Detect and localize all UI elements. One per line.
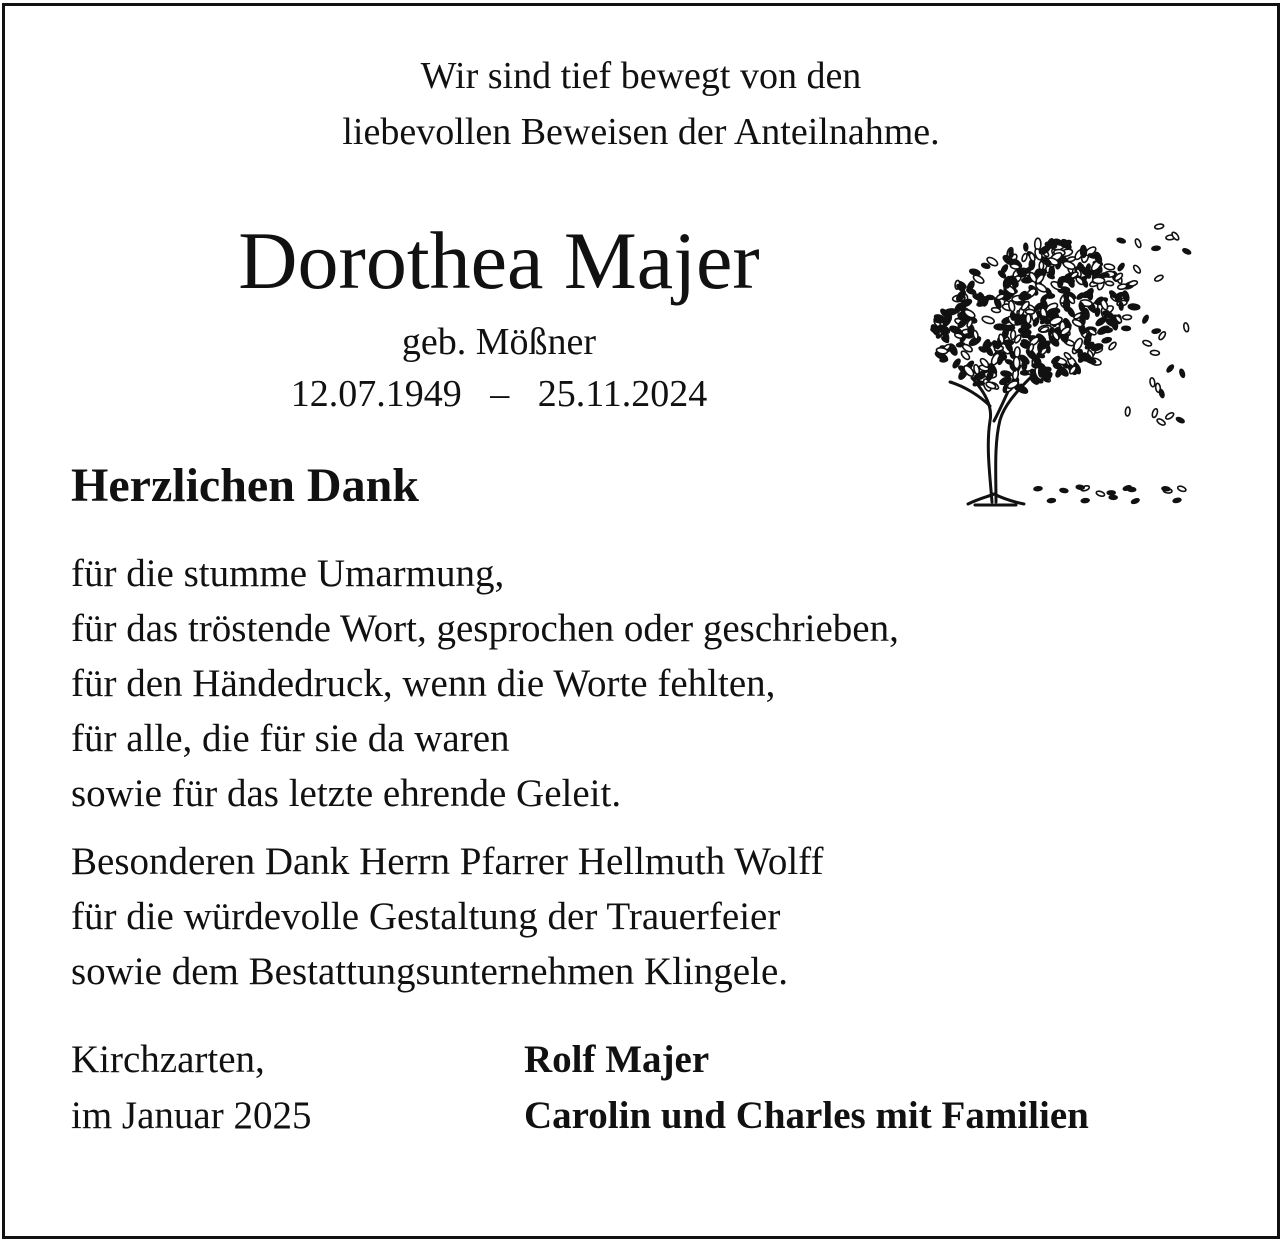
poem-text [71, 546, 899, 821]
poem-line: für das tröstende Wort, gesprochen oder geschrieben, [71, 607, 899, 650]
intro-text [5, 48, 1277, 160]
heading-thanks: Herzlichen Dank [71, 459, 419, 512]
life-dates: 12.07.1949 – 25.11.2024 [290, 373, 708, 415]
date: im Januar 2025 [71, 1094, 312, 1137]
poem-line: für die stumme Umarmung, [71, 552, 505, 595]
special-thanks-text [71, 834, 823, 999]
maiden-name: geb. Mößner [401, 321, 597, 363]
poem-line: sowie für das letzte ehrende Geleit. [71, 772, 622, 815]
place-and-date [71, 1032, 311, 1144]
thanks-line: Besonderen Dank Herrn Pfarrer Hellmuth Wolff [71, 840, 824, 883]
signatories [524, 1032, 1089, 1144]
windblown-tree-icon [920, 206, 1200, 516]
thanks-line: für die würdevolle Gestaltung der Trauerfeier [71, 895, 781, 938]
deceased-name: Dorothea Majer [238, 215, 760, 306]
place: Kirchzarten, [71, 1038, 265, 1081]
thanks-line: sowie dem Bestattungsunternehmen Klingele. [71, 950, 789, 993]
poem-line: für den Händedruck, wenn die Worte fehlten, [71, 662, 776, 705]
intro-line-2: liebevollen Beweisen der Anteilnahme. [342, 111, 940, 153]
poem-line: für alle, die für sie da waren [71, 717, 510, 760]
intro-line-1: Wir sind tief bewegt von den [420, 55, 862, 97]
signatory-line-2: Carolin und Charles mit Familien [524, 1094, 1089, 1137]
signatory-line-1: Rolf Majer [524, 1038, 710, 1081]
obituary-card [2, 3, 1280, 1239]
